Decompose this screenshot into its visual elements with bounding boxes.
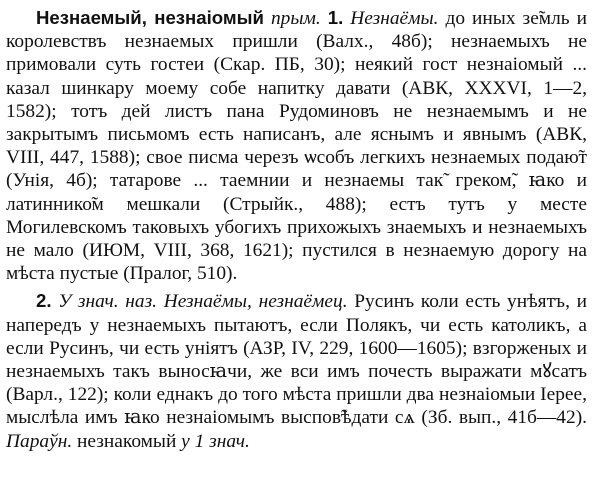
sense-1-gloss: Незнаёмы. xyxy=(350,8,439,29)
sense-2-gloss: Незнаёмы, незнаёмец. xyxy=(163,291,348,313)
part-of-speech: прым. xyxy=(270,8,321,29)
sense-1-citations: до иных зе̃мль и королевствъ незнаемых пришли (Валх., 48б); незнаемыхъ не примовали суть гостеи (Скар. ПБ, 30); неякий гост незнаіомый ... казал шинкару моему собе напитку давати (АВК, XXXVI, 1—2, 1582); тотъ дей листъ пана Рудоминовъ не незнаемымъ и не закрытымъ письмомъ есть написанъ, але яснымъ и явнымъ (АВК, VIII, 447, 1588); свое писма черезъ ѡсобъ легкихъ незнаемых подаю̃т (Унія, 4б); татарове ... таемнии и незнаемы так̃ греком̃, ꙗко и латиннико̃м мешкали (Стрыйк., 488); естъ тутъ у месте Могилевскомъ таковыхъ убогихъ прихожыхъ знаемыхъ и незнаемыхъ не мало (ИЮМ, VIII, 368, 1621); пустился в незнаемую дорогу на мѣста пустые (Пралог, 510). xyxy=(6,8,587,285)
sense-1-number: 1. xyxy=(327,7,344,28)
compare-note-label: Параўн. xyxy=(6,430,73,452)
sense-2-paragraph xyxy=(6,289,587,452)
sense-2-label: У знач. наз. xyxy=(58,291,158,313)
compare-note-reference: у 1 знач. xyxy=(181,430,250,452)
sense-2-number: 2. xyxy=(36,290,52,312)
headword: Незнаемый, незнаіомый xyxy=(36,7,264,28)
compare-note-word: незнакомый xyxy=(72,430,182,452)
sense-2-citations: Русинъ коли есть унѣятъ, и напередъ у незнаемыхъ пытаютъ, если Полякъ, чи есть католикъ, а если Русинъ, чи есть уніятъ (АЗР, IV, 229, 1600—1605); взгорженых и незнаемыхъ такъ выносꙗчи, же вси имъ почесть выражати мꙋсатъ (Варл., 122); коли еднакъ до того мѣста пришли два незнаіомыи Іерее, мыслѣла имъ ꙗко незнаіомымъ выспов̃ѣдати сѧ (Зб. вып., 41б—42). xyxy=(6,291,587,429)
sense-1-paragraph xyxy=(6,6,587,285)
